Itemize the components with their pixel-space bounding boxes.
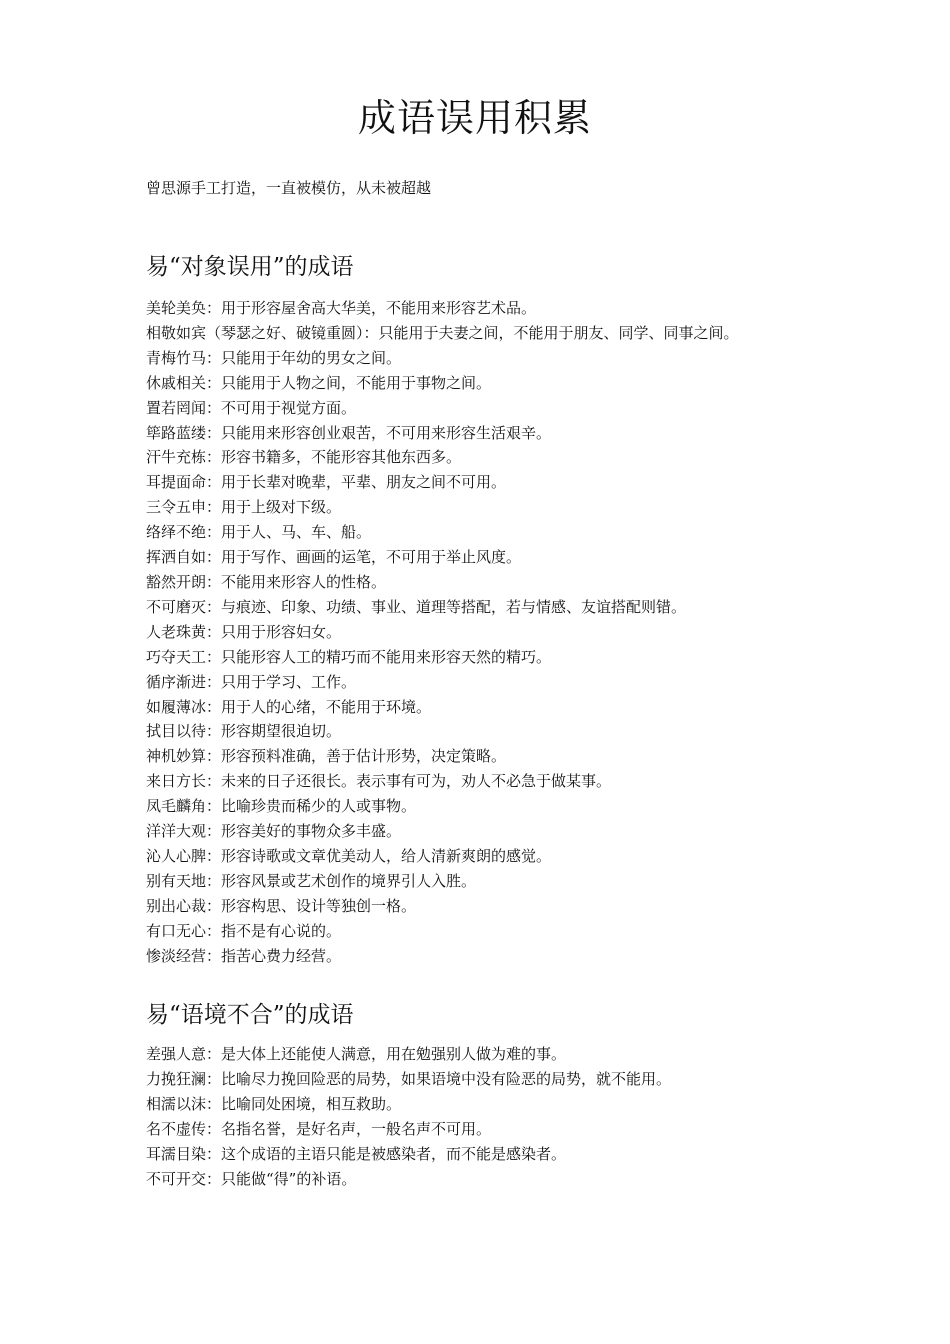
idiom-entry: 别出心裁：形容构思、设计等独创一格。 bbox=[146, 896, 417, 915]
idiom-entry: 差强人意：是大体上还能使人满意，用在勉强别人做为难的事。 bbox=[146, 1045, 567, 1063]
idiom-entry: 循序渐进：只用于学习、工作。 bbox=[146, 672, 357, 691]
idiom-entry: 三令五申：用于上级对下级。 bbox=[146, 498, 342, 517]
section-heading: 易“对象误用”的成语 bbox=[146, 254, 354, 280]
idiom-entry: 拭目以待：形容期望很迫切。 bbox=[146, 722, 342, 741]
idiom-entry: 沁人心脾：形容诗歌或文章优美动人，给人清新爽朗的感觉。 bbox=[146, 846, 552, 865]
idiom-entry: 络绎不绝：用于人、马、车、船。 bbox=[146, 523, 372, 542]
idiom-entry: 惨淡经营：指苦心费力经营。 bbox=[146, 946, 342, 965]
idiom-list bbox=[146, 1042, 786, 1191]
idiom-entry: 豁然开朗：不能用来形容人的性格。 bbox=[146, 572, 387, 591]
document-subtitle: 曾思源手工打造，一直被模仿，从未被超越 bbox=[146, 179, 432, 197]
idiom-entry: 力挽狂澜：比喻尽力挽回险恶的局势，如果语境中没有险恶的局势，就不能用。 bbox=[146, 1069, 672, 1088]
idiom-entry: 别有天地：形容风景或艺术创作的境界引人入胜。 bbox=[146, 871, 477, 890]
idiom-entry: 耳提面命：用于长辈对晚辈，平辈、朋友之间不可用。 bbox=[146, 473, 507, 492]
idiom-entry: 有口无心：指不是有心说的。 bbox=[146, 921, 342, 940]
idiom-entry: 如履薄冰：用于人的心绪，不能用于环境。 bbox=[146, 697, 432, 716]
idiom-entry: 不可开交：只能做“得”的补语。 bbox=[146, 1169, 357, 1188]
document-title: 成语误用积累 bbox=[357, 96, 592, 140]
idiom-entry: 美轮美奂：用于形容屋舍高大华美，不能用来形容艺术品。 bbox=[146, 299, 537, 317]
idiom-entry: 相敬如宾（琴瑟之好、破镜重圆）：只能用于夫妻之间，不能用于朋友、同学、同事之间。 bbox=[146, 323, 739, 342]
idiom-list bbox=[146, 296, 786, 968]
idiom-entry: 休戚相关：只能用于人物之间，不能用于事物之间。 bbox=[146, 373, 492, 392]
idiom-entry: 不可磨灭：与痕迹、印象、功绩、事业、道理等搭配，若与情感、友谊搭配则错。 bbox=[146, 597, 687, 616]
idiom-entry: 巧夺天工：只能形容人工的精巧而不能用来形容天然的精巧。 bbox=[146, 647, 552, 666]
idiom-entry: 置若罔闻：不可用于视觉方面。 bbox=[146, 398, 357, 417]
idiom-entry: 耳濡目染：这个成语的主语只能是被感染者，而不能是感染者。 bbox=[146, 1144, 567, 1163]
idiom-entry: 凤毛麟角：比喻珍贵而稀少的人或事物。 bbox=[146, 797, 417, 816]
idiom-entry: 挥洒自如：用于写作、画画的运笔，不可用于举止风度。 bbox=[146, 548, 522, 567]
idiom-entry: 筚路蓝缕：只能用来形容创业艰苦，不可用来形容生活艰辛。 bbox=[146, 423, 552, 442]
idiom-entry: 来日方长：未来的日子还很长。表示事有可为，劝人不必急于做某事。 bbox=[146, 772, 612, 791]
idiom-entry: 汗牛充栋：形容书籍多，不能形容其他东西多。 bbox=[146, 448, 462, 467]
idiom-entry: 洋洋大观：形容美好的事物众多丰盛。 bbox=[146, 822, 402, 841]
idiom-entry: 青梅竹马：只能用于年幼的男女之间。 bbox=[146, 348, 402, 367]
section-context-mismatch bbox=[146, 998, 786, 1191]
idiom-entry: 人老珠黄：只用于形容妇女。 bbox=[146, 622, 342, 641]
section-object-misuse bbox=[146, 250, 786, 968]
section-heading: 易“语境不合”的成语 bbox=[146, 1002, 354, 1028]
idiom-entry: 神机妙算：形容预料准确，善于估计形势，决定策略。 bbox=[146, 747, 507, 766]
idiom-entry: 名不虚传：名指名誉，是好名声，一般名声不可用。 bbox=[146, 1119, 492, 1138]
idiom-entry: 相濡以沫：比喻同处困境，相互救助。 bbox=[146, 1094, 402, 1113]
